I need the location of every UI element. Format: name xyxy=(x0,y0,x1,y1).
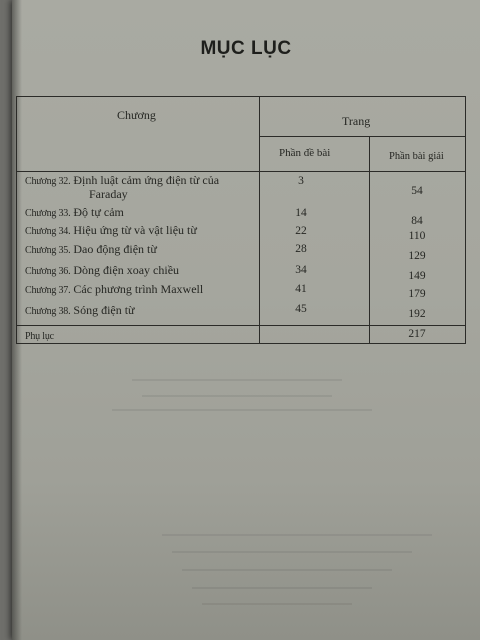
chapter-row xyxy=(25,282,203,297)
problem-page: 41 xyxy=(295,283,307,295)
chapter-row xyxy=(25,263,179,278)
toc-table xyxy=(16,96,466,344)
problem-page: 34 xyxy=(295,264,307,276)
appendix-row xyxy=(25,328,54,343)
header-split-line xyxy=(259,136,465,137)
header-solution: Phần bài giải xyxy=(389,151,444,162)
appendix-page: 217 xyxy=(408,328,426,340)
chapter-label: Chương 33. xyxy=(25,208,71,219)
chapter-row xyxy=(25,223,197,238)
page-title: MỤC LỤC xyxy=(200,38,292,59)
col-divider-chapter xyxy=(259,97,260,343)
problem-page: 28 xyxy=(295,243,307,255)
appendix-label: Phụ lục xyxy=(25,331,54,342)
chapter-title: Độ tự cảm xyxy=(73,205,124,219)
chapter-title: Định luật cảm ứng điện từ của xyxy=(73,173,220,187)
chapter-title: Dòng điện xoay chiều xyxy=(73,263,180,277)
chapter-row xyxy=(25,173,219,188)
appendix-top-line xyxy=(17,325,465,326)
solution-page: 110 xyxy=(408,230,426,242)
chapter-title: Các phương trình Maxwell xyxy=(73,282,204,296)
header-bottom-line xyxy=(17,171,465,172)
solution-page: 84 xyxy=(411,215,423,227)
chapter-label: Chương 37. xyxy=(25,285,71,296)
chapter-label: Chương 36. xyxy=(25,266,71,277)
book-page xyxy=(12,0,480,640)
solution-page: 149 xyxy=(408,270,426,282)
header-chapter: Chương xyxy=(117,108,156,122)
header-page: Trang xyxy=(342,114,371,128)
solution-page: 129 xyxy=(408,250,426,262)
problem-page: 14 xyxy=(295,207,307,219)
problem-page: 45 xyxy=(295,303,307,315)
chapter-label: Chương 35. xyxy=(25,245,71,256)
chapter-title: Dao động điện từ xyxy=(73,242,157,256)
chapter-label: Chương 38. xyxy=(25,306,71,317)
chapter-row xyxy=(25,242,157,257)
problem-page: 3 xyxy=(298,175,304,187)
chapter-title: Sóng điện từ xyxy=(73,303,135,317)
solution-page: 179 xyxy=(408,288,426,300)
chapter-title: Hiệu ứng từ và vật liệu từ xyxy=(73,223,197,237)
header-problem: Phần đề bài xyxy=(279,147,331,159)
chapter-label: Chương 34. xyxy=(25,226,71,237)
col-divider-pages xyxy=(369,136,370,343)
chapter-title-cont: Faraday xyxy=(89,187,128,201)
problem-page: 22 xyxy=(295,225,307,237)
chapter-label: Chương 32. xyxy=(25,176,71,187)
chapter-row xyxy=(25,303,135,318)
solution-page: 192 xyxy=(408,308,426,320)
chapter-row xyxy=(25,205,124,220)
solution-page: 54 xyxy=(411,185,423,197)
